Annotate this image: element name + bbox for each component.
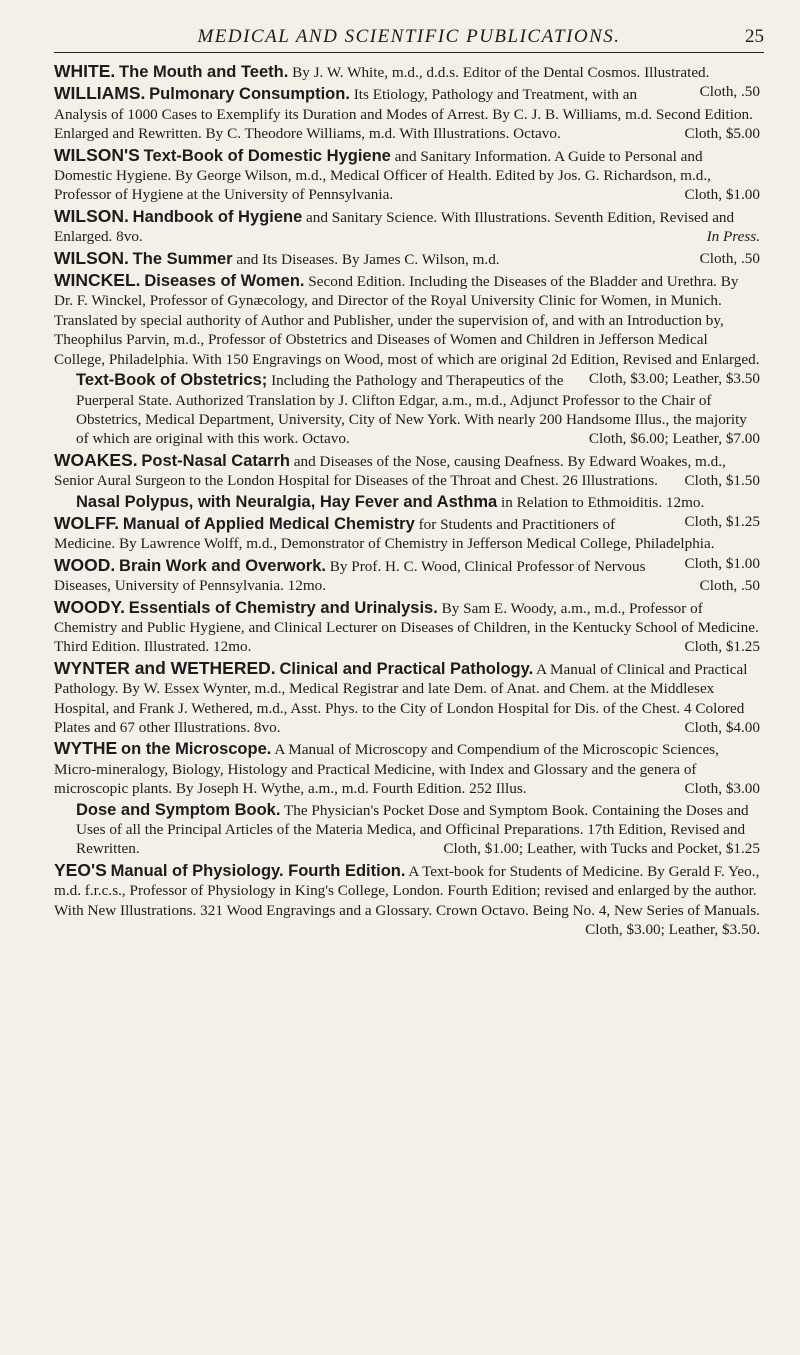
entry-price: Cloth, $5.00 xyxy=(684,125,760,143)
book-title: Manual of Applied Medical Chemistry xyxy=(122,514,415,533)
entry-price: Cloth, $1.00 xyxy=(684,186,760,204)
book-title: Handbook of Hygiene xyxy=(132,207,303,226)
entry-price: Cloth, $6.00; Leather, $7.00 xyxy=(588,430,760,448)
entry-description: Its Etiology, Pathology and Treatment, with an Analysis of 1000 Cases to Exemplify its Duration and Modes of Arrest. By C. J. B. Williams, m.d. Second Edition. Enlarged and Rewritten. By C. Theodore Williams, m.d. With Illustrations. Octavo. xyxy=(54,86,753,143)
entry-description: The Physician's Pocket Dose and Symptom Book. Containing the Doses and Uses of all the Principal Articles of the Materia Medica, and Officinal Preparations. 17th Edition, Revised and Rewritten. xyxy=(76,801,749,858)
entry-description: A Manual of Microscopy and Compendium of the Microscopic Sciences, Micro-mineralogy, Biology, Histology and Practical Medicine, with Index and Glossary and the genera of microscopic plants. By Joseph H. Wythe, a.m., m.d. Fourth Edition. 252 Illus. xyxy=(54,741,719,798)
book-title: Diseases of Women. xyxy=(144,272,305,291)
author-name: WILSON'S xyxy=(54,144,140,165)
catalog-entry xyxy=(54,859,760,939)
entry-price: Cloth, .50 xyxy=(699,249,760,267)
entry-description: Including the Pathology and Therapeutics of the Puerperal State. Authorized Translation by J. Clifton Edgar, a.m., m.d., Adjunct Professor to the Chair of Obstetrics, Medical Department, University, City of New York. With nearly 200 Handsome Illus., the majority of which are original with this work. Octavo. xyxy=(76,372,747,448)
catalog-entry xyxy=(54,801,760,859)
author-name: WILLIAMS. xyxy=(54,83,146,104)
catalog-entry xyxy=(54,659,760,738)
entry-description: and Its Diseases. By James C. Wilson, m.d. xyxy=(236,250,500,268)
author-name: WILSON. xyxy=(54,247,129,268)
book-title: Essentials of Chemistry and Urinalysis. xyxy=(128,598,438,617)
entry-price: Cloth, $1.00 xyxy=(684,554,760,572)
entry-price: Cloth, $4.00 xyxy=(684,719,760,736)
catalog-entry xyxy=(54,598,760,657)
entry-price: Cloth, $1.50 xyxy=(684,472,760,490)
entry-price: Cloth, $3.00 xyxy=(684,780,760,798)
book-title: The Mouth and Teeth. xyxy=(119,63,289,81)
author-name: WYTHE xyxy=(54,738,118,759)
entry-description: and Sanitary Science. With Illustrations. Seventh Edition, Revised and Enlarged. 8vo. xyxy=(54,208,735,246)
book-title: Post-Nasal Catarrh xyxy=(141,451,290,470)
entry-description: and Diseases of the Nose, causing Deafness. By Edward Woakes, m.d., Senior Aural Surgeon to the London Hospital for Diseases of the Throat and Chest. 26 Illustrations. xyxy=(54,452,726,490)
page-header xyxy=(54,22,764,53)
entry-description: By J. W. White, m.d., d.d.s. Editor of the Dental Cosmos. Illustrated. xyxy=(292,64,710,81)
author-name: WHITE. xyxy=(54,61,116,81)
author-name: WINCKEL. xyxy=(54,270,141,291)
entry-description: By Sam E. Woody, a.m., m.d., Professor of Chemistry and Public Hygiene, and Clinical Lecturer on Diseases of Children, in the Kentucky School of Medicine. Third Edition. Illustrated. 12mo. xyxy=(54,599,759,656)
book-title: on the Microscope. xyxy=(121,740,272,759)
entry-description: By Prof. H. C. Wood, Clinical Professor of Nervous Diseases, University of Pennsylvania. 12mo. xyxy=(54,557,646,595)
entry-price: Cloth, $3.00; Leather, $3.50. xyxy=(585,921,760,939)
catalog-entry xyxy=(54,249,760,269)
entry-price: Cloth, $1.25 xyxy=(684,512,760,530)
author-name: WOLFF. xyxy=(54,512,120,533)
entry-description: A Manual of Clinical and Practical Pathology. By W. Essex Wynter, m.d., Medical Registrar and late Dem. of Anat. and Chem. at the Middlesex Hospital, and Frank J. Wethered, m.d., Asst. Phys. to the City of London Hospital for Dis. of the Chest. 4 Colored Plates and 67 other Illustrations. 8vo. xyxy=(54,660,748,736)
entry-description: in Relation to Ethmoiditis. 12mo. xyxy=(500,493,705,511)
book-title: Pulmonary Consumption. xyxy=(149,85,350,104)
book-title: The Summer xyxy=(132,249,233,268)
entry-description: and Sanitary Information. A Guide to Personal and Domestic Hygiene. By George Wilson, m.d., Medical Officer of Health. Edited by Jos. G. Richardson, m.d., Professor of Hygiene at the University of Pennsylvania. xyxy=(54,147,711,204)
catalog-entry xyxy=(54,739,760,798)
catalog-entries xyxy=(54,61,760,939)
entry-price: Cloth, $1.25 xyxy=(684,638,760,656)
catalog-entry xyxy=(54,84,760,143)
catalog-entry xyxy=(54,451,760,491)
book-title: Text-Book of Domestic Hygiene xyxy=(143,146,391,165)
book-title: Dose and Symptom Book. xyxy=(76,800,281,819)
book-title: Manual of Physiology. Fourth Edition. xyxy=(110,861,406,880)
entry-description: Second Edition. Including the Diseases of the Bladder and Urethra. By Dr. F. Winckel, Professor of Gynæcology, and Director of the Royal University Clinic for Women, in Munich. Translated by special authority of Author and Publisher, under the supervision of, and with an Introduction by, Theophilus Parvin, m.d., Professor of Obstetrics and Diseases of Women and Children in Jefferson Medical College, Philadelphia. With 150 Engravings on Wood, most of which are original 2d Edition, Revised and Enlarged. xyxy=(54,273,760,368)
entry-price: Cloth, .50 xyxy=(699,83,760,101)
page-number: 25 xyxy=(745,26,764,47)
running-head: MEDICAL AND SCIENTIFIC PUBLICATIONS. xyxy=(197,26,621,47)
entry-price: In Press. xyxy=(706,228,760,246)
author-name: WILSON. xyxy=(54,205,129,226)
entry-description: A Text-book for Students of Medicine. By Gerald F. Yeo., m.d. f.r.c.s., Professor of Physiology in King's College, London. Fourth Edition; revised and enlarged by the author. With New Illustrations. 321 Wood Engravings and a Glossary. Crown Octavo. Being No. 4, New Series of Manuals. xyxy=(54,862,760,919)
entry-description: for Students and Practitioners of Medicine. By Lawrence Wolff, m.d., Demonstrator of Chemistry in Jefferson Medical College, Philadelphia. xyxy=(54,515,715,553)
entry-price: Cloth, .50 xyxy=(699,577,760,595)
entry-price: Cloth, $3.00; Leather, $3.50 xyxy=(588,370,760,388)
catalog-entry xyxy=(54,207,760,247)
book-title: Clinical and Practical Pathology. xyxy=(279,659,534,678)
book-title: Brain Work and Overwork. xyxy=(119,556,326,575)
author-name: WOAKES. xyxy=(54,449,138,470)
book-title: Nasal Polypus, with Neuralgia, Hay Fever and Asthma xyxy=(76,492,498,511)
catalog-entry xyxy=(54,556,760,596)
book-title: Text-Book of Obstetrics; xyxy=(76,371,268,390)
author-name: WOODY. xyxy=(54,596,125,617)
author-name: YEO'S xyxy=(54,859,107,880)
author-name: WOOD. xyxy=(54,554,116,575)
entry-price: Cloth, $1.00; Leather, with Tucks and Pocket, $1.25 xyxy=(443,840,760,858)
author-name: WYNTER and WETHERED. xyxy=(54,657,276,678)
catalog-entry xyxy=(54,146,760,205)
